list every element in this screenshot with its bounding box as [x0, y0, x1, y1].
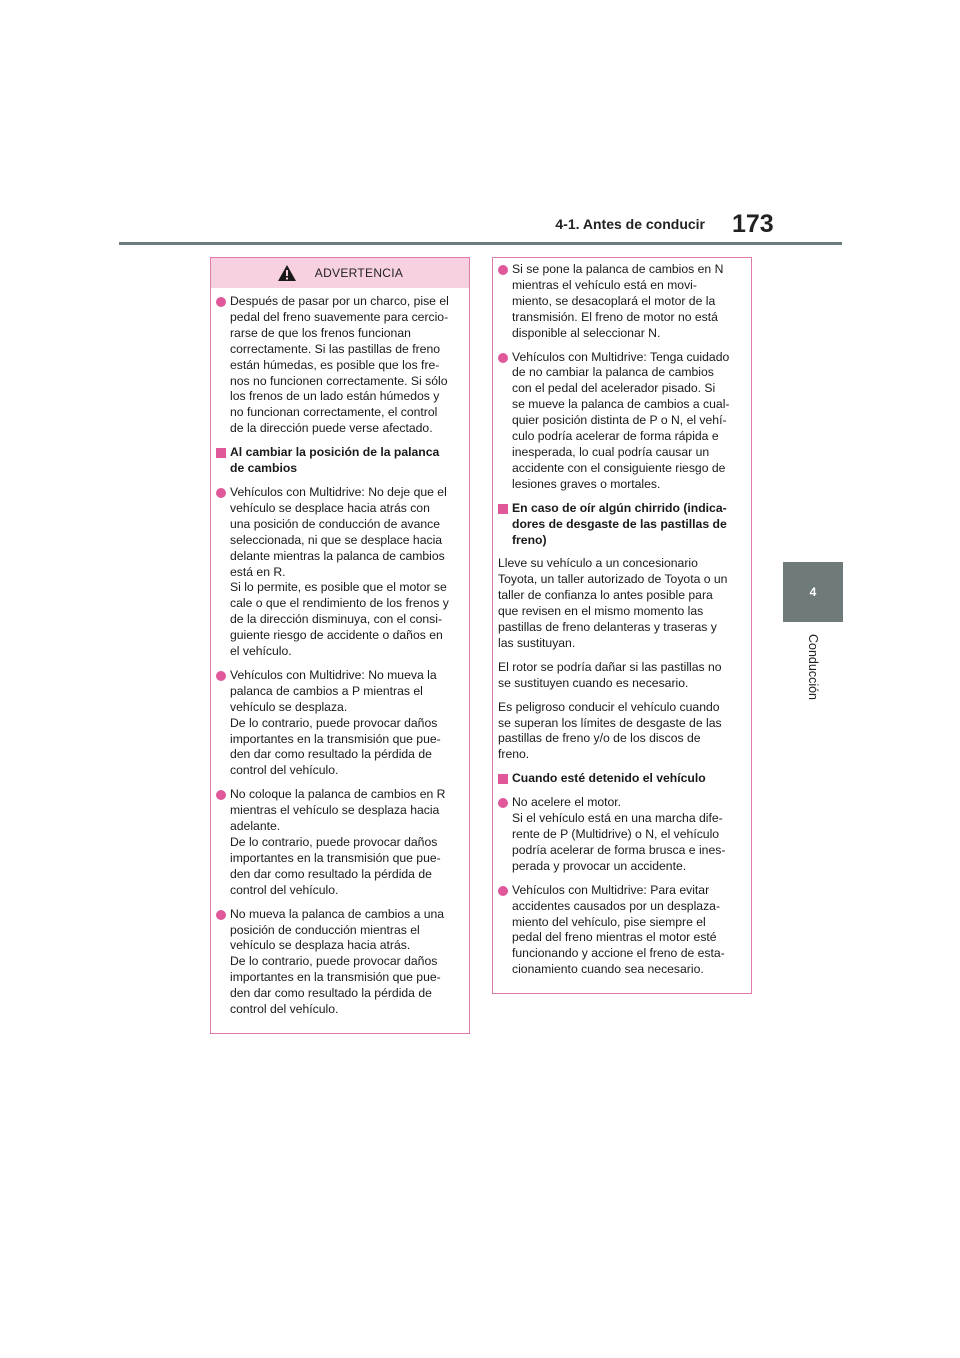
text-line: cionamiento cuando sea necesario. [512, 962, 704, 977]
list-item [216, 787, 461, 898]
text-line: El rotor se podría dañar si las pastillas no [498, 659, 722, 674]
text-line: pedal del freno suavemente para cercio- [230, 309, 449, 324]
text-line: mientras el vehículo está en movi- [512, 277, 697, 292]
text-line: están húmedas, es posible que los fre- [230, 357, 440, 372]
text-line: freno) [512, 532, 547, 547]
list-item [216, 907, 461, 1018]
text-line: adelante. [230, 819, 281, 834]
text-line: pastillas de freno y/o de los discos de [498, 731, 701, 746]
bullet-icon [498, 798, 508, 808]
text-line: está en R. [230, 564, 286, 579]
text-line: correctamente. Si las pastillas de freno [230, 341, 440, 356]
text-line: el vehículo. [230, 644, 292, 659]
header-rule [119, 242, 842, 245]
text-line: se mueve la palanca de cambios a cual- [512, 397, 730, 412]
text-line: control del vehículo. [230, 1002, 339, 1017]
text-line: pastillas de freno delanteras y traseras y [498, 620, 717, 635]
text-line: De lo contrario, puede provocar daños [230, 954, 438, 969]
text-line: de no cambiar la palanca de cambios [512, 365, 714, 380]
text-line: Es peligroso conducir el vehículo cuando [498, 699, 720, 714]
bullet-icon [498, 886, 508, 896]
chapter-label: Conducción [806, 633, 820, 700]
text-line: den dar como resultado la pérdida de [230, 986, 432, 1001]
text-line: Vehículos con Multidrive: Tenga cuidado [512, 349, 730, 364]
text-line: que revisen en el mismo momento las [498, 604, 704, 619]
text-line: Vehículos con Multidrive: Para evitar [512, 882, 710, 897]
text-line: delante mientras la palanca de cambios [230, 548, 445, 563]
text-line: vehículo se desplaza. [230, 699, 348, 714]
chapter-tab: 4 [783, 562, 843, 622]
square-marker-icon [498, 504, 508, 514]
bullet-icon [498, 265, 508, 275]
text-line: Toyota, un taller autorizado de Toyota o un [498, 572, 728, 587]
text-line: rarse de que los frenos funcionan [230, 325, 411, 340]
list-item [216, 294, 461, 437]
warning-title: ADVERTENCIA [314, 266, 404, 280]
text-line: Si el vehículo está en una marcha dife- [512, 811, 723, 826]
text-line: funcionando y accione el freno de esta- [512, 946, 725, 961]
list-item [498, 262, 743, 342]
text-line: accidentes causados por un desplaza- [512, 898, 720, 913]
list-item [498, 883, 743, 978]
text-line: palanca de cambios a P mientras el [230, 683, 423, 698]
text-line: No acelere el motor. [512, 795, 622, 810]
text-line: De lo contrario, puede provocar daños [230, 835, 438, 849]
square-marker-icon [216, 448, 226, 458]
list-item [216, 668, 461, 779]
text-line: No coloque la palanca de cambios en R [230, 787, 446, 802]
text-line: guiente riesgo de accidente o daños en [230, 628, 443, 643]
text-line: se sustituyen cuando es necesario. [498, 675, 689, 690]
text-line: inesperada, lo cual podría causar un [512, 444, 710, 459]
text-line: pedal del freno mientras el motor esté [512, 930, 717, 945]
text-line: de la dirección disminuya, con el consi- [230, 612, 443, 627]
text-line: Cuando esté detenido el vehículo [512, 771, 706, 786]
text-line: De lo contrario, puede provocar daños [230, 715, 438, 730]
text-line: den dar como resultado la pérdida de [230, 866, 432, 881]
text-line: Si lo permite, es posible que el motor se [230, 580, 447, 595]
text-line: En caso de oír algún chirrido (indica- [512, 500, 727, 515]
bullet-icon [216, 790, 226, 800]
text-line: dores de desgaste de las pastillas de [512, 516, 727, 531]
text-line: de cambios [230, 461, 298, 476]
text-line: disponible al seleccionar N. [512, 325, 661, 340]
text-line: Después de pasar por un charco, pise el [230, 294, 449, 308]
text-line: control del vehículo. [230, 882, 339, 897]
paragraph [498, 660, 743, 692]
list-item [498, 350, 743, 493]
text-line: con el pedal del acelerador pisado. Si [512, 381, 716, 396]
text-line: freno. [498, 747, 530, 762]
text-line: los frenos de un lado están húmedos y [230, 389, 440, 404]
continued-content [493, 258, 751, 978]
text-line: Lleve su vehículo a un concesionario [498, 556, 698, 571]
text-line: importantes en la transmisión que pue- [230, 731, 441, 746]
text-line: No mueva la palanca de cambios a una [230, 906, 445, 921]
text-line: mientras el vehículo se desplaza hacia [230, 803, 440, 818]
paragraph [498, 556, 743, 651]
text-line: Si se pone la palanca de cambios en N [512, 262, 724, 276]
text-line: taller de confianza lo antes posible para [498, 588, 713, 603]
subheading [498, 501, 743, 549]
bullet-icon [498, 353, 508, 363]
section-title: 4-1. Antes de conducir [555, 216, 705, 232]
bullet-icon [216, 671, 226, 681]
text-line: rente de P (Multidrive) o N, el vehículo [512, 827, 720, 841]
text-line: las sustituyan. [498, 635, 576, 650]
bullet-icon [216, 297, 226, 307]
text-line: vehículo se desplace hacia atrás con [230, 500, 430, 515]
text-line: importantes en la transmisión que pue- [230, 850, 441, 865]
warning-content [211, 288, 469, 1018]
subheading [216, 445, 461, 477]
text-line: nos no funcionen correctamente. Si sólo [230, 373, 448, 388]
text-line: lesiones graves o mortales. [512, 476, 661, 491]
square-marker-icon [498, 774, 508, 784]
text-line: transmisión. El freno de motor no está [512, 309, 718, 324]
text-line: Vehículos con Multidrive: No mueva la [230, 667, 437, 682]
list-item [216, 485, 461, 660]
text-line: podría acelerar de forma brusca e ines- [512, 842, 726, 857]
text-line: miento, se desacoplará el motor de la [512, 293, 716, 308]
text-line: den dar como resultado la pérdida de [230, 747, 432, 762]
text-line: se superan los límites de desgaste de las [498, 715, 722, 730]
text-line: control del vehículo. [230, 763, 339, 778]
text-line: culo podría acelerar de forma rápida e [512, 429, 719, 444]
subheading [498, 771, 743, 787]
text-line: seleccionada, ni que se desplace hacia [230, 532, 443, 547]
text-line: de la dirección puede verse afectado. [230, 421, 433, 436]
text-line: Al cambiar la posición de la palanca [230, 445, 440, 460]
text-line: Vehículos con Multidrive: No deje que el [230, 484, 447, 499]
page-number: 173 [732, 210, 774, 238]
text-line: posición de conducción mientras el [230, 922, 420, 937]
text-line: quier posición distinta de P o N, el vehí- [512, 413, 727, 428]
warning-header [211, 258, 469, 288]
bullet-icon [216, 910, 226, 920]
text-line: accidente con el consiguiente riesgo de [512, 460, 726, 475]
text-line: importantes en la transmisión que pue- [230, 970, 441, 985]
paragraph [498, 700, 743, 764]
text-line: miento del vehículo, pise siempre el [512, 914, 706, 929]
text-line: cale o que el rendimiento de los frenos y [230, 596, 449, 611]
warning-triangle-icon [277, 264, 297, 282]
warning-box [210, 257, 470, 1034]
text-line: una posición de conducción de avance [230, 516, 441, 531]
continued-warning-box [492, 257, 752, 994]
text-line: vehículo se desplaza hacia atrás. [230, 938, 411, 953]
text-line: perada y provocar un accidente. [512, 858, 687, 873]
list-item [498, 795, 743, 875]
bullet-icon [216, 488, 226, 498]
text-line: no funcionan correctamente, el control [230, 405, 438, 420]
